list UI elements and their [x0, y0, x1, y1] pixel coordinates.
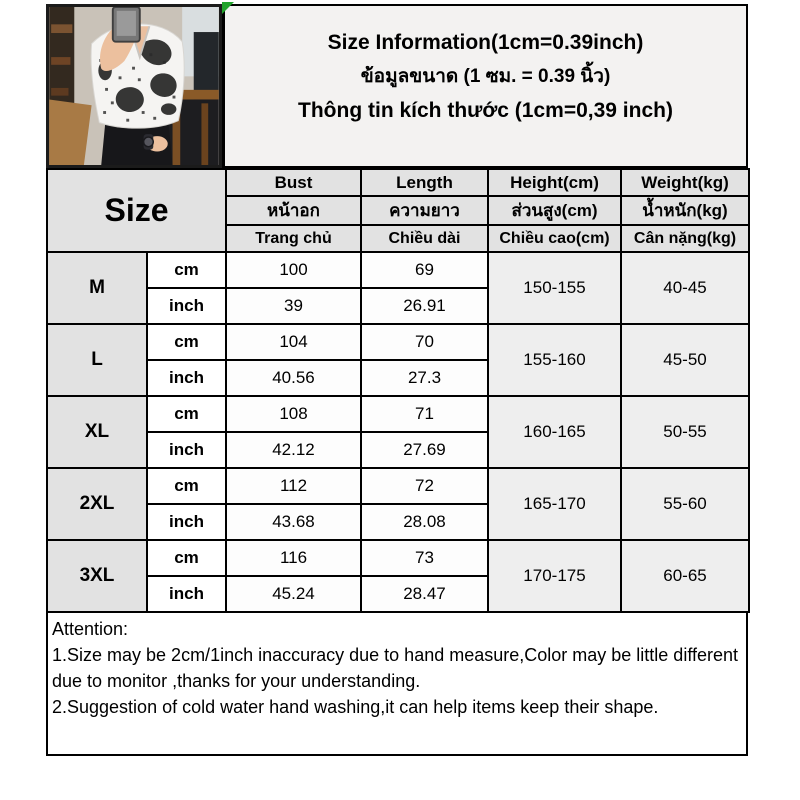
col-length-th: ความยาว	[361, 196, 488, 225]
col-weight-th: น้ำหนัก(kg)	[621, 196, 749, 225]
bust-cm: 112	[226, 468, 361, 504]
bust-inch: 39	[226, 288, 361, 324]
length-inch: 28.08	[361, 504, 488, 540]
green-corner-flag-icon	[222, 2, 235, 15]
length-cm: 69	[361, 252, 488, 288]
content-area	[46, 4, 748, 756]
row-XL-cm	[47, 396, 749, 432]
row-M-cm	[47, 252, 749, 288]
size-label: 2XL	[47, 468, 147, 540]
unit-label: cm	[147, 252, 226, 288]
title-english: Size Information(1cm=0.39inch)	[327, 31, 644, 54]
length-cm: 71	[361, 396, 488, 432]
col-bust-vi: Trang chủ	[226, 225, 361, 252]
height-range: 160-165	[488, 396, 621, 468]
row-3XL-cm	[47, 540, 749, 576]
attention-heading: Attention:	[52, 619, 129, 639]
length-cm: 72	[361, 468, 488, 504]
top-strip	[46, 4, 748, 168]
attention-box	[46, 613, 748, 756]
size-label: XL	[47, 396, 147, 468]
height-range: 150-155	[488, 252, 621, 324]
length-inch: 27.3	[361, 360, 488, 396]
length-inch: 27.69	[361, 432, 488, 468]
col-weight-vi: Cân nặng(kg)	[621, 225, 749, 252]
title-thai: ข้อมูลขนาด (1 ซม. = 0.39 นิ้ว)	[360, 66, 611, 87]
title-box	[222, 4, 748, 168]
bust-cm: 104	[226, 324, 361, 360]
row-L-cm	[47, 324, 749, 360]
length-cm: 70	[361, 324, 488, 360]
bust-inch: 43.68	[226, 504, 361, 540]
col-length-vi: Chiều dài	[361, 225, 488, 252]
length-cm: 73	[361, 540, 488, 576]
unit-label: inch	[147, 288, 226, 324]
unit-label: inch	[147, 360, 226, 396]
length-inch: 28.47	[361, 576, 488, 612]
height-range: 170-175	[488, 540, 621, 612]
size-table	[46, 168, 750, 613]
size-header-cell: Size	[47, 169, 226, 252]
height-range: 165-170	[488, 468, 621, 540]
height-range: 155-160	[488, 324, 621, 396]
unit-label: cm	[147, 396, 226, 432]
unit-label: inch	[147, 504, 226, 540]
size-label: M	[47, 252, 147, 324]
col-length-en: Length	[361, 169, 488, 196]
title-vietnamese: Thông tin kích thước (1cm=0,39 inch)	[298, 99, 673, 122]
unit-label: cm	[147, 540, 226, 576]
length-inch: 26.91	[361, 288, 488, 324]
col-height-th: ส่วนสูง(cm)	[488, 196, 621, 225]
product-photo-illustration	[49, 7, 219, 165]
weight-range: 40-45	[621, 252, 749, 324]
size-label: 3XL	[47, 540, 147, 612]
header-row-en	[47, 169, 749, 196]
unit-label: inch	[147, 576, 226, 612]
unit-label: inch	[147, 432, 226, 468]
attention-item-1: 1.Size may be 2cm/1inch inaccuracy due to hand measure,Color may be little different due to monitor ,thanks for your understanding.	[52, 645, 739, 691]
weight-range: 55-60	[621, 468, 749, 540]
col-bust-th: หน้าอก	[226, 196, 361, 225]
bust-cm: 116	[226, 540, 361, 576]
bust-cm: 100	[226, 252, 361, 288]
phone	[113, 7, 140, 42]
attention-item-2: 2.Suggestion of cold water hand washing,it can help items keep their shape.	[52, 697, 659, 717]
size-label: L	[47, 324, 147, 396]
weight-range: 60-65	[621, 540, 749, 612]
weight-range: 45-50	[621, 324, 749, 396]
unit-label: cm	[147, 468, 226, 504]
bust-inch: 42.12	[226, 432, 361, 468]
col-bust-en: Bust	[226, 169, 361, 196]
unit-label: cm	[147, 324, 226, 360]
weight-range: 50-55	[621, 396, 749, 468]
col-height-vi: Chiều cao(cm)	[488, 225, 621, 252]
bust-inch: 45.24	[226, 576, 361, 612]
col-height-en: Height(cm)	[488, 169, 621, 196]
bust-inch: 40.56	[226, 360, 361, 396]
product-photo	[46, 4, 222, 168]
row-2XL-cm	[47, 468, 749, 504]
col-weight-en: Weight(kg)	[621, 169, 749, 196]
bust-cm: 108	[226, 396, 361, 432]
